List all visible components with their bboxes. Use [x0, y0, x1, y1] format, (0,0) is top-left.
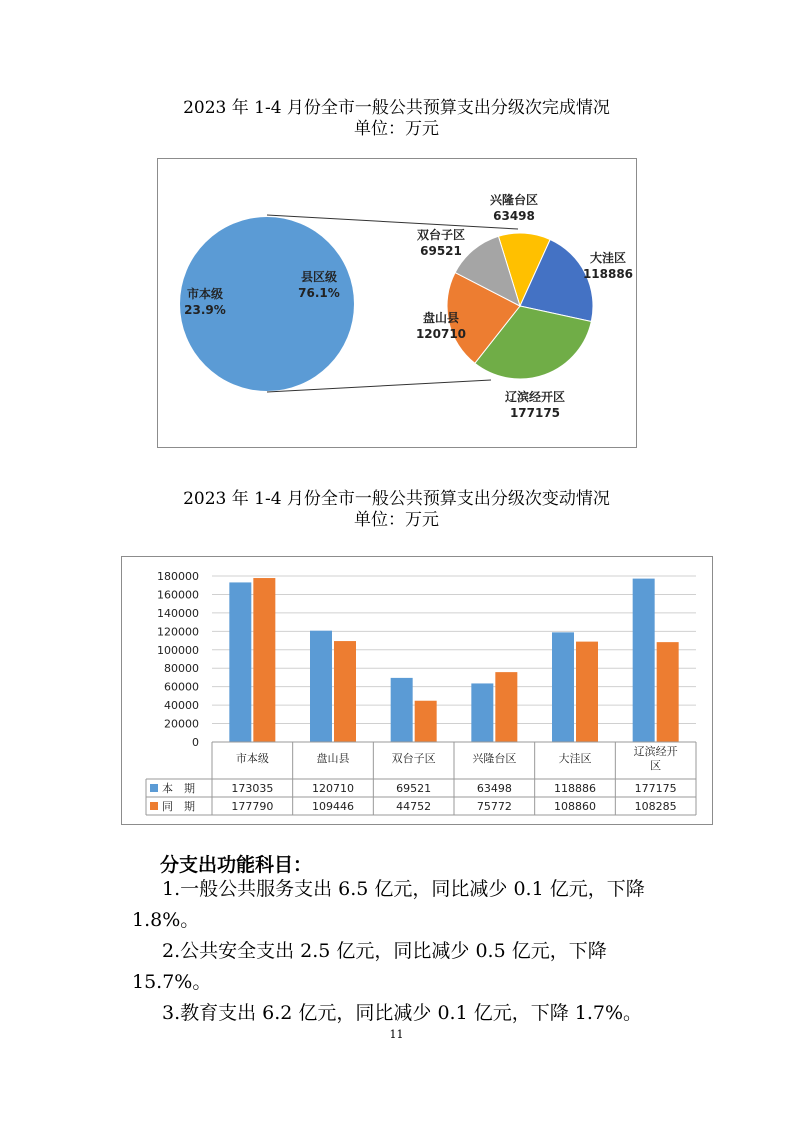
data-table-value: 44752	[396, 800, 432, 813]
pie-main-label-value: 23.9%	[184, 303, 226, 317]
bar	[391, 678, 413, 742]
category-label: 盘山县	[316, 752, 350, 765]
y-tick-label: 80000	[164, 662, 199, 676]
paragraph-1: 1.一般公共服务支出 6.5 亿元，同比减少 0.1 亿元，下降 1.8%。	[132, 878, 645, 931]
legend-label: 本 期	[162, 782, 195, 795]
pie-chart-frame	[157, 158, 637, 448]
pie-slice-label-value: 118886	[582, 267, 634, 281]
y-tick-label: 60000	[164, 680, 199, 694]
bar	[495, 672, 517, 742]
bar	[552, 632, 574, 742]
pie-slice-label-name: 兴隆台区	[489, 193, 539, 207]
section-heading: 分支出功能科目：	[160, 854, 313, 876]
data-table-value: 109446	[312, 800, 354, 813]
y-tick-label: 40000	[164, 699, 199, 713]
pie-slice-label-name: 大洼区	[589, 251, 627, 265]
data-table-value: 75772	[476, 800, 512, 813]
bar	[633, 579, 655, 742]
pie-slice-label	[505, 389, 565, 420]
pie-slice-label	[490, 192, 538, 223]
y-tick-label: 20000	[164, 717, 199, 731]
bar-chart	[122, 557, 712, 824]
legend-label: 同 期	[162, 800, 195, 813]
pie-slice-label	[417, 227, 465, 258]
pie-slice-label-value: 69521	[420, 244, 462, 258]
data-table-value: 120710	[312, 782, 354, 795]
paragraph-2: 2.公共安全支出 2.5 亿元，同比减少 0.5 亿元，下降 15.7%。	[132, 940, 607, 993]
bar-chart-unit: 单位：万元	[354, 510, 439, 530]
bar	[310, 631, 332, 742]
pie-slice-label-name: 辽滨经开区	[504, 390, 566, 404]
pie-slice-label-name: 盘山县	[422, 311, 460, 325]
pie-slice-label-value: 177175	[509, 406, 561, 420]
pie-main-label-value: 76.1%	[298, 286, 340, 300]
pie-slice-label-value: 120710	[415, 327, 467, 341]
pie-chart-unit: 单位：万元	[354, 119, 439, 139]
category-label: 双台子区	[391, 752, 436, 765]
data-table-value: 108860	[554, 800, 596, 813]
y-tick-label: 0	[192, 736, 199, 749]
category-label: 大洼区	[558, 752, 592, 765]
pie-main-label-name: 市本级	[186, 287, 224, 301]
bar	[471, 683, 493, 742]
pie-chart-title: 2023 年 1-4 月份全市一般公共预算支出分级次完成情况	[183, 98, 610, 118]
y-tick-label: 180000	[157, 570, 199, 583]
bar	[576, 642, 598, 742]
legend-key	[150, 802, 158, 810]
category-label-line: 辽滨经开	[633, 745, 678, 758]
bar	[334, 641, 356, 742]
category-label: 兴隆台区	[472, 752, 517, 765]
pie-slice-label	[583, 250, 633, 281]
category-label-line: 区	[650, 759, 662, 772]
category-label: 市本级	[235, 752, 269, 765]
y-tick-label: 160000	[157, 588, 199, 602]
y-tick-label: 140000	[157, 606, 199, 620]
y-tick-label: 120000	[157, 625, 199, 639]
pie-chart	[158, 159, 636, 447]
legend-key	[150, 784, 158, 792]
paragraph-3: 3.教育支出 6.2 亿元，同比减少 0.1 亿元，下降 1.7%。	[162, 1002, 643, 1024]
bar	[229, 582, 251, 742]
page-number: 11	[389, 1028, 404, 1041]
data-table-value: 118886	[554, 782, 596, 795]
pie-slice-label-name: 双台子区	[416, 228, 466, 242]
data-table-value: 177175	[634, 782, 677, 795]
pie-main-label-name: 县区级	[300, 270, 338, 284]
data-table-value: 63498	[476, 782, 512, 795]
data-table-value: 108285	[634, 800, 677, 813]
category-label	[634, 744, 678, 772]
data-table-value: 177790	[231, 800, 274, 813]
data-table-value: 173035	[231, 782, 274, 795]
bar-chart-title: 2023 年 1-4 月份全市一般公共预算支出分级次变动情况	[183, 489, 610, 509]
data-table-value: 69521	[396, 782, 432, 795]
y-tick-label: 100000	[157, 643, 199, 657]
bar-chart-frame	[121, 556, 713, 825]
pie-slice-label-value: 63498	[493, 209, 535, 223]
bar	[657, 642, 679, 742]
bar	[253, 578, 275, 742]
bar	[415, 701, 437, 742]
